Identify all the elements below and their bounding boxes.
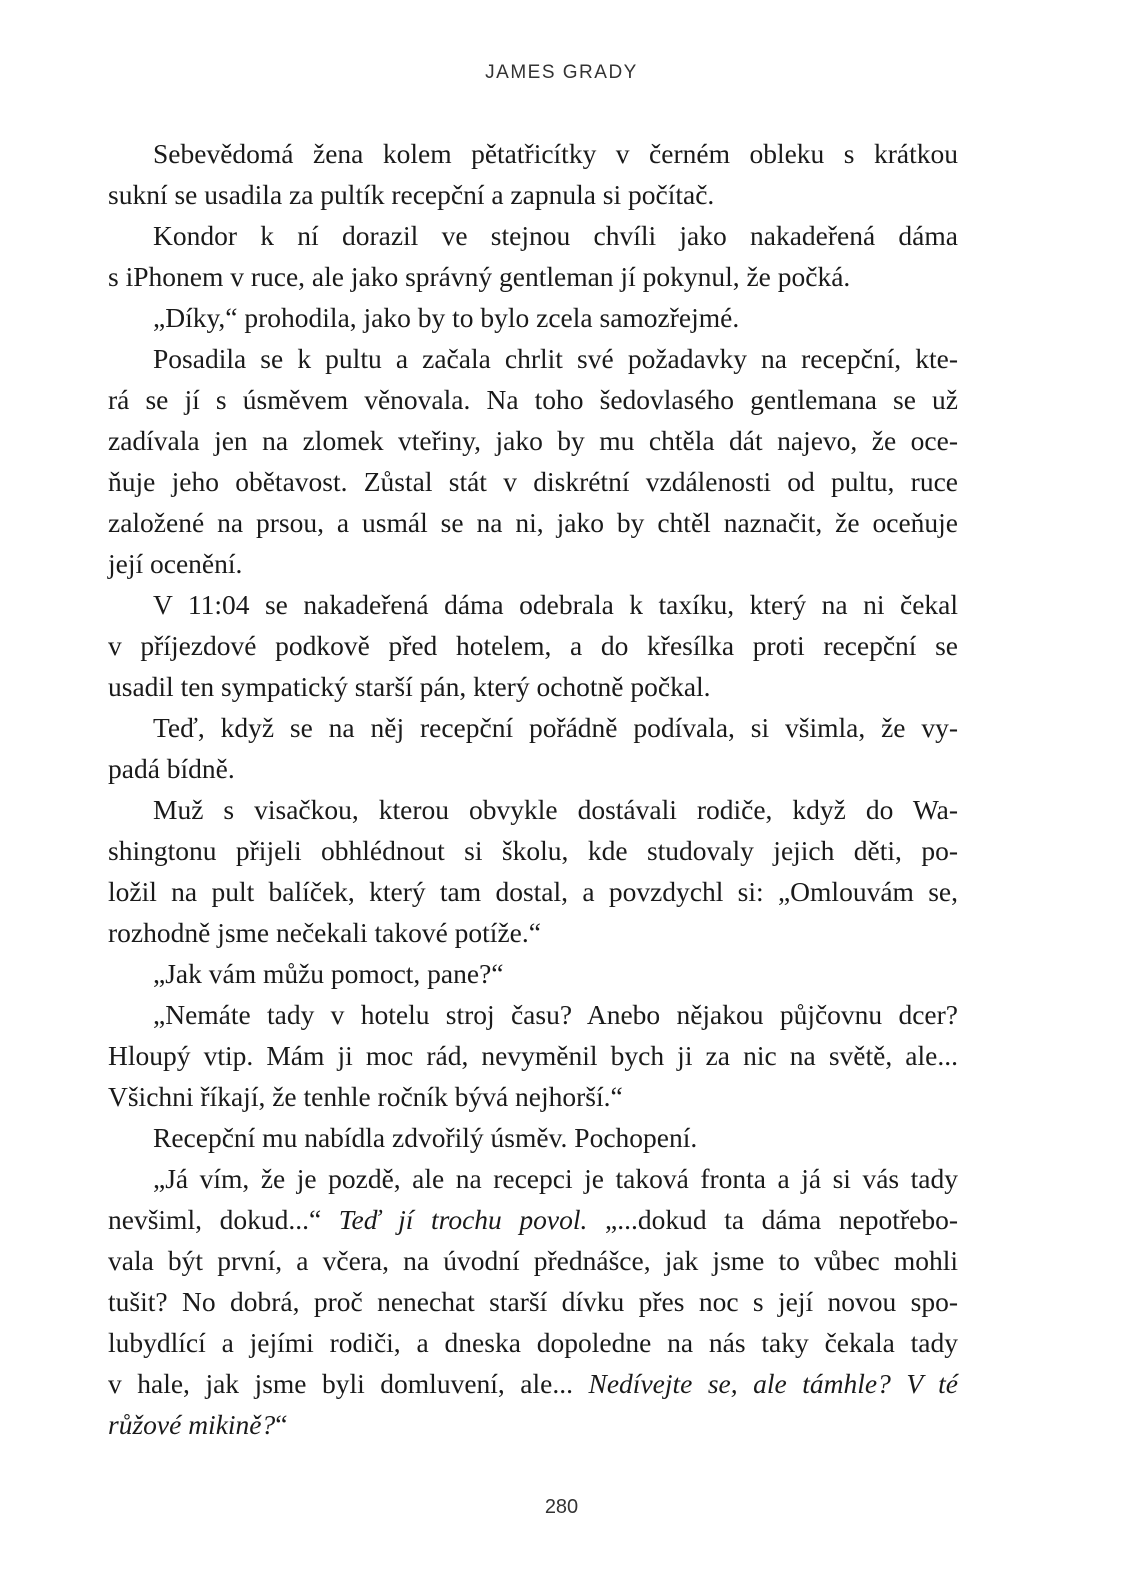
page-number: 280: [544, 1496, 579, 1518]
body-text: [108, 133, 958, 1445]
text-segment: v hale, jak jsme byli domluvení, ale...: [108, 1368, 589, 1399]
paragraph: [108, 133, 958, 215]
text-line: s iPhonem v ruce, ale jako správný gentleman jí pokynul, že počká.: [108, 261, 851, 292]
text-line: shingtonu přijeli obhlédnout si školu, kde studovaly jejich děti, po-: [108, 835, 958, 866]
text-line: [108, 1404, 958, 1445]
text-line: její ocenění.: [108, 548, 243, 579]
paragraph: [108, 297, 958, 338]
text-segment: nevšiml, dokud...“: [108, 1204, 339, 1235]
text-line: usadil ten sympatický starší pán, který ochotně počkal.: [108, 671, 711, 702]
text-line: tušit? No dobrá, proč nenechat starší dívku přes noc s její novou spo-: [108, 1286, 958, 1317]
text-line: Kondor k ní dorazil ve stejnou chvíli jako nakadeřená dáma: [153, 220, 958, 251]
text-line: Teď, když se na něj recepční pořádně podívala, si všimla, že vy-: [153, 712, 958, 743]
paragraph: [108, 994, 958, 1117]
text-line: Posadila se k pultu a začala chrlit své požadavky na recepční, kte-: [153, 343, 958, 374]
text-line: V 11:04 se nakadeřená dáma odebrala k taxíku, který na ni čekal: [153, 589, 958, 620]
paragraph: [108, 707, 958, 789]
text-segment: “: [275, 1409, 288, 1440]
text-line: Hloupý vtip. Mám ji moc rád, nevyměnil bych ji za nic na světě, ale...: [108, 1040, 958, 1071]
text-line: „Já vím, že je pozdě, ale na recepci je taková fronta a já si vás tady: [153, 1163, 958, 1194]
text-line: [108, 1199, 958, 1240]
text-line: ložil na pult balíček, který tam dostal, a povzdychl si: „Omlouvám se,: [108, 876, 958, 907]
running-head: JAMES GRADY: [485, 62, 638, 83]
text-line: Sebevědomá žena kolem pětatřicítky v černém obleku s krátkou: [153, 138, 958, 169]
paragraph: [108, 584, 958, 707]
paragraph: [108, 953, 958, 994]
paragraph: [108, 215, 958, 297]
text-line: lubydlící a jejími rodiči, a dneska dopoledne na nás taky čekala tady: [108, 1327, 958, 1358]
text-line: Recepční mu nabídla zdvořilý úsměv. Pochopení.: [153, 1122, 698, 1153]
paragraph: [108, 338, 958, 584]
text-line: v příjezdové podkově před hotelem, a do křesílka proti recepční se: [108, 630, 958, 661]
text-line: „Jak vám můžu pomoct, pane?“: [153, 958, 504, 989]
paragraph: [108, 1158, 958, 1445]
text-line: rá se jí s úsměvem věnovala. Na toho šedovlasého gentlemana se už: [108, 384, 958, 415]
text-line: sukní se usadila za pultík recepční a zapnula si počítač.: [108, 179, 715, 210]
text-line: zadívala jen na zlomek vteřiny, jako by mu chtěla dát najevo, že oce-: [108, 425, 958, 456]
italic-segment: Teď jí trochu povol.: [338, 1204, 588, 1235]
text-line: padá bídně.: [108, 753, 235, 784]
paragraph: [108, 1117, 958, 1158]
text-line: vala být první, a včera, na úvodní přednášce, jak jsme to vůbec mohli: [108, 1245, 958, 1276]
italic-segment: růžové mikině?: [108, 1409, 276, 1440]
italic-segment: Nedívejte se, ale támhle? V té: [588, 1368, 959, 1399]
text-line: [108, 1363, 958, 1404]
text-line: ňuje jeho obětavost. Zůstal stát v diskrétní vzdálenosti od pultu, ruce: [108, 466, 958, 497]
text-line: Muž s visačkou, kterou obvykle dostávali rodiče, když do Wa-: [153, 794, 958, 825]
text-line: „Díky,“ prohodila, jako by to bylo zcela samozřejmé.: [153, 302, 740, 333]
text-line: „Nemáte tady v hotelu stroj času? Anebo nějakou půjčovnu dcer?: [153, 999, 958, 1030]
text-line: založené na prsou, a usmál se na ni, jako by chtěl naznačit, že oceňuje: [108, 507, 958, 538]
text-segment: „...dokud ta dáma nepotřebo-: [587, 1204, 958, 1235]
text-line: rozhodně jsme nečekali takové potíže.“: [108, 917, 541, 948]
text-line: Všichni říkají, že tenhle ročník bývá nejhorší.“: [108, 1081, 623, 1112]
paragraph: [108, 789, 958, 953]
